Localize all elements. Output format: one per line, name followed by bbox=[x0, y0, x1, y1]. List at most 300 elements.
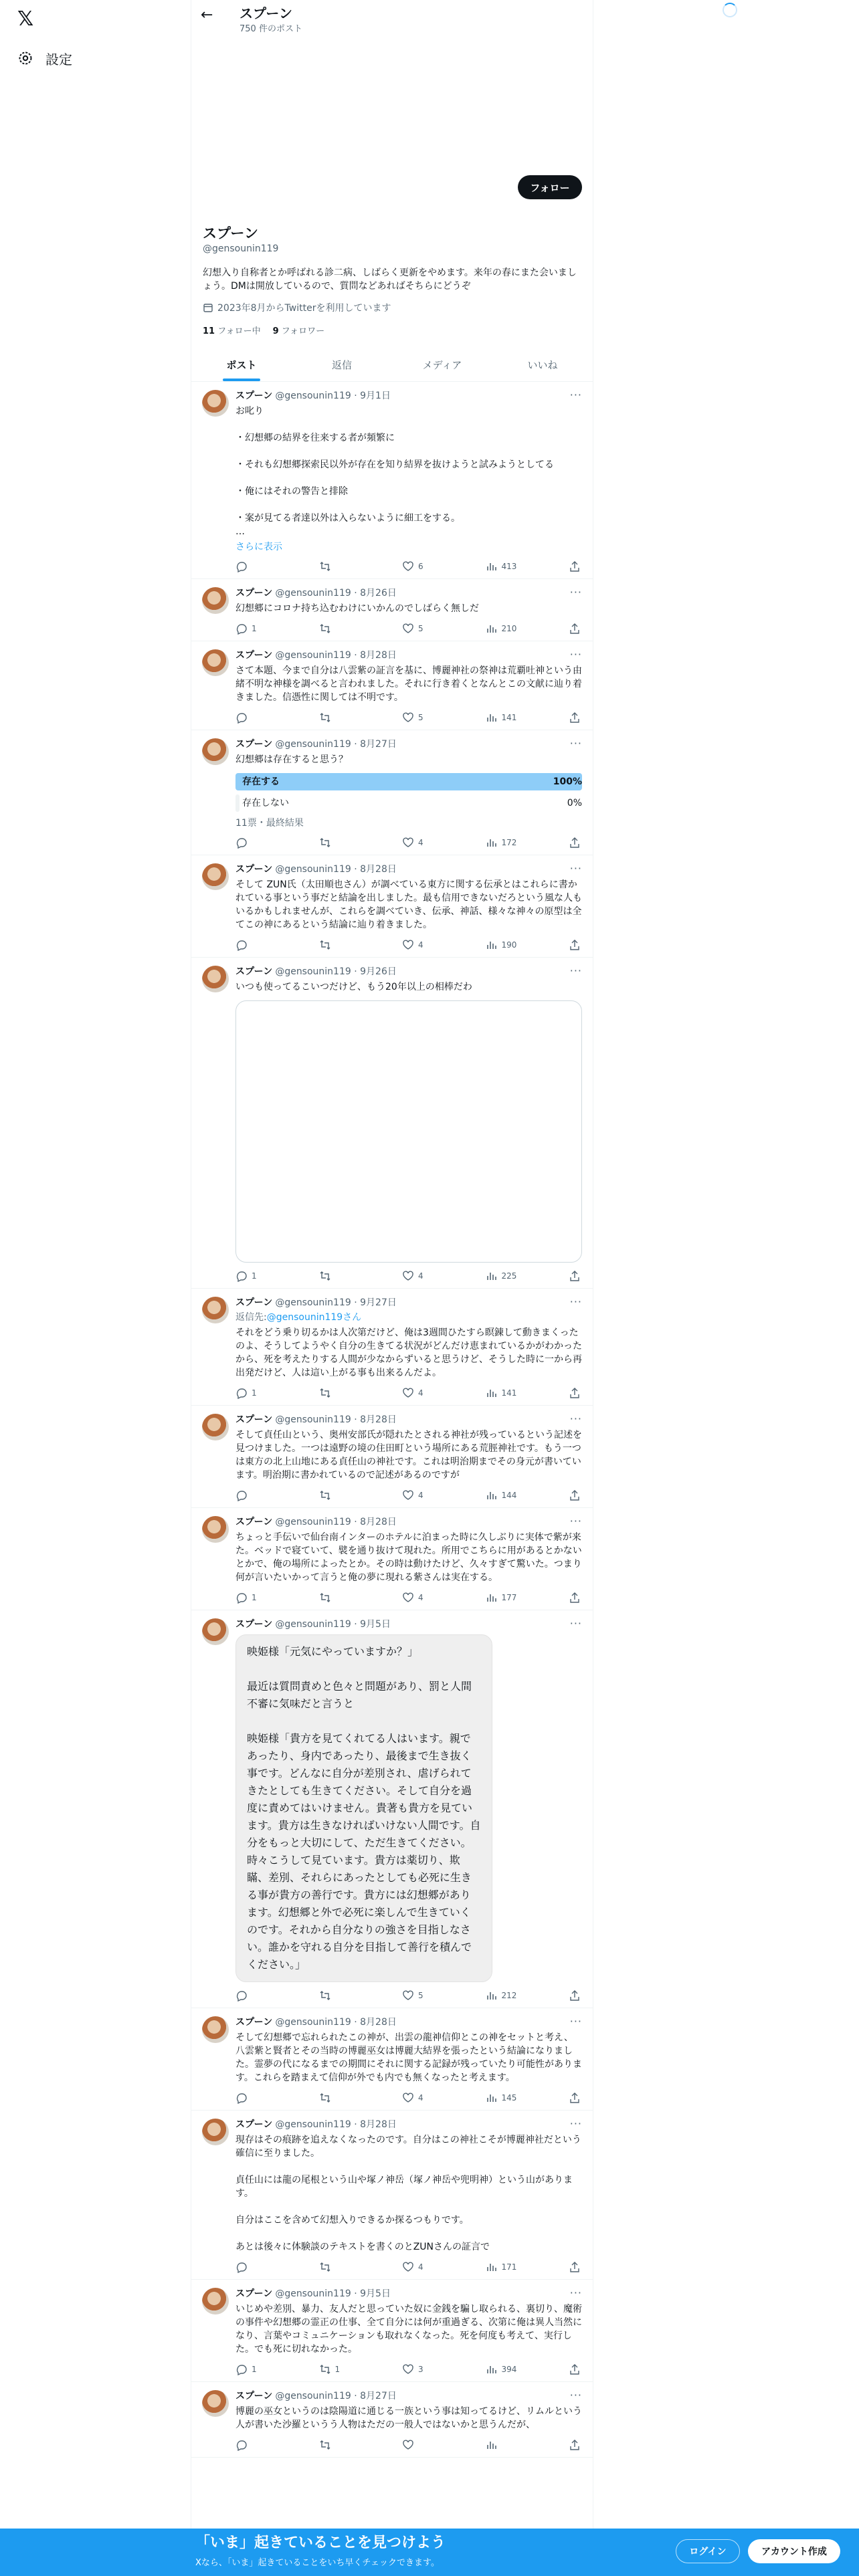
heart-icon bbox=[402, 2439, 414, 2451]
views-chart-icon bbox=[486, 2363, 498, 2375]
followers-label: フォロワー bbox=[281, 326, 325, 336]
author-name[interactable]: スプーン bbox=[235, 864, 273, 875]
author-handle[interactable]: @gensounin119 bbox=[275, 2288, 351, 2299]
back-arrow-icon[interactable]: ← bbox=[201, 7, 213, 23]
nav-settings[interactable] bbox=[17, 48, 72, 68]
like-count: 5 bbox=[418, 713, 423, 722]
tab-label: いいね bbox=[527, 359, 558, 371]
views-button[interactable] bbox=[486, 1489, 559, 1501]
share-icon bbox=[569, 712, 581, 724]
reply-icon bbox=[235, 2261, 248, 2273]
author-handle[interactable]: @gensounin119 bbox=[275, 1517, 351, 1527]
more-options-icon[interactable]: ··· bbox=[569, 2117, 582, 2130]
tweet[interactable] bbox=[191, 1289, 593, 1406]
reply-button[interactable] bbox=[235, 939, 309, 951]
meta-separator: · bbox=[351, 1297, 361, 1308]
text-image-card[interactable]: 映姫様「元気にやっていますか？」 最近は質問責めと色々と問題があり、罰と人間不審に気味だと言うと 映姫様「貴方を見てくれてる人はいます。親であったり、身内であったり、最後まで生き抜く事です。どんなに自分が差別され、虐げられてきたとしても生きてください。そして自分を過度に責めてはいけません。貴著も貴方を見ています。貴方は生きなければいけない人間です。自分をもっと大切にして、ただ生きてください。時々こうして見ています。貴方は薬切り、欺瞞、差別、それらにあったとしても必死に生きる事が貴方の善行です。貴方には幻想郷があります。幻想郷と外で必死に楽しんで生きていくのです。それから自分なりの強さを目指しなさい。誰かを守れる自分を目指して善行を積んでください。」 bbox=[235, 1634, 492, 1982]
login-button[interactable]: ログイン bbox=[676, 2539, 740, 2563]
repost-button[interactable] bbox=[319, 712, 393, 724]
tweet[interactable] bbox=[191, 958, 593, 1289]
author-name[interactable]: スプーン bbox=[235, 966, 273, 977]
like-button[interactable] bbox=[402, 2261, 476, 2273]
tweet-text: いじめや差別、暴力、友人だと思っていた奴に金銭を騙し取られる、裏切り、魔術の事件や幻想郷の霊正の仕事、全て自分には何が重過ぎる、次第に俺は異人当然になり、言葉やコミュニケーションも取れなくなった。死を何度も考えて、実行した。でも死に切れなかった。 bbox=[235, 2304, 582, 2355]
tweet[interactable] bbox=[191, 1610, 593, 2008]
views-count: 172 bbox=[501, 838, 517, 847]
reply-icon bbox=[235, 837, 248, 849]
share-icon bbox=[569, 1592, 581, 1604]
author-handle[interactable]: @gensounin119 bbox=[275, 650, 351, 661]
like-count: 6 bbox=[418, 562, 423, 571]
repost-icon bbox=[319, 2363, 331, 2375]
poll bbox=[235, 773, 582, 829]
tweet-meta bbox=[235, 649, 582, 661]
share-button[interactable] bbox=[569, 837, 582, 849]
tab-active-underline bbox=[223, 379, 260, 381]
tweet-date[interactable]: 8月26日 bbox=[360, 588, 397, 599]
reply-button[interactable] bbox=[235, 623, 309, 635]
heart-icon bbox=[402, 712, 414, 724]
share-button[interactable] bbox=[569, 712, 582, 724]
share-button[interactable] bbox=[569, 2092, 582, 2104]
tab-likes[interactable] bbox=[492, 349, 593, 381]
share-icon bbox=[569, 560, 581, 572]
like-button[interactable] bbox=[402, 1489, 476, 1501]
tab-media[interactable] bbox=[392, 349, 492, 381]
repost-button[interactable] bbox=[319, 2439, 393, 2451]
profile-column bbox=[191, 0, 593, 2576]
views-button[interactable] bbox=[486, 560, 559, 572]
share-button[interactable] bbox=[569, 939, 582, 951]
left-rail bbox=[0, 0, 191, 2576]
share-button[interactable] bbox=[569, 623, 582, 635]
poll-option bbox=[235, 773, 582, 790]
followers-count: 9 bbox=[272, 326, 279, 336]
author-handle[interactable]: @gensounin119 bbox=[275, 864, 351, 875]
views-button[interactable] bbox=[486, 2092, 559, 2104]
tweet-meta bbox=[235, 2390, 582, 2402]
like-count: 5 bbox=[418, 624, 423, 633]
author-name[interactable]: スプーン bbox=[235, 588, 273, 599]
views-chart-icon bbox=[486, 560, 498, 572]
share-button[interactable] bbox=[569, 1387, 582, 1399]
tweet-date[interactable]: 8月28日 bbox=[360, 1517, 397, 1527]
views-count: 212 bbox=[501, 1991, 517, 2000]
tweet-text: そして ZUN氏（太田順也さん）が調べている東方に関する伝承とはこれらに書かれている事という事だと結論を出しました。最も信用できないだろという風な人もいるかもしれませんが、これらを調べていき、伝承、神話、様々な神々の原型は全てこの神にあるという結論に辿り着きました。 bbox=[235, 879, 582, 930]
reply-button[interactable] bbox=[235, 2092, 309, 2104]
tweet-text: 幻想郷にコロナ持ち込むわけにいかんのでしばらく無しだ bbox=[235, 603, 479, 614]
more-options-icon[interactable]: ··· bbox=[569, 389, 582, 401]
tweet[interactable] bbox=[191, 730, 593, 855]
tweet-actions bbox=[235, 711, 582, 724]
like-button[interactable] bbox=[402, 939, 476, 951]
share-button[interactable] bbox=[569, 1990, 582, 2002]
views-count: 394 bbox=[501, 2365, 517, 2374]
heart-icon bbox=[402, 623, 414, 635]
avatar[interactable] bbox=[202, 1414, 229, 1440]
repost-button[interactable] bbox=[319, 2363, 393, 2375]
reply-button[interactable] bbox=[235, 1270, 309, 1282]
views-chart-icon bbox=[486, 623, 498, 635]
tweet-meta bbox=[235, 2119, 582, 2131]
author-handle[interactable]: @gensounin119 bbox=[275, 739, 351, 750]
profile-bio: 幻想入り自称者とか呼ばれる診二病、しばらく更新をやめます。来年の春にまた会いましょう。DMは開放しているので、質問などあればそちらにどうぞ bbox=[203, 267, 577, 292]
more-options-icon[interactable]: ··· bbox=[569, 1515, 582, 1527]
tweet-text: いつも使ってるこいつだけど、もう20年以上の相棒だわ bbox=[235, 982, 472, 992]
like-count: 4 bbox=[418, 940, 423, 950]
show-more-link[interactable]: さらに表示 bbox=[235, 542, 282, 552]
reply-count: 1 bbox=[252, 2365, 257, 2374]
tweet-text: そして貞任山という、奥州安部氏が隠れたとされる神社が残っているという記述を見つけました。一つは遠野の境の住田町という場所にある荒脛神社です。もう一つは東方の北上山地にある貞任山の神社です。これは明治期までその身元が書いています。明治期に書かれているので記述があるのですが bbox=[235, 1430, 582, 1481]
heart-icon bbox=[402, 939, 414, 951]
repost-icon bbox=[319, 1592, 331, 1604]
author-handle[interactable]: @gensounin119 bbox=[275, 2119, 351, 2130]
reply-count: 1 bbox=[252, 1388, 257, 1398]
tweet-actions bbox=[235, 1269, 582, 1283]
author-handle[interactable]: @gensounin119 bbox=[275, 2017, 351, 2028]
tweet-date[interactable]: 8月28日 bbox=[360, 650, 397, 661]
tweet-meta bbox=[235, 1516, 582, 1528]
media-image[interactable] bbox=[235, 1000, 582, 1263]
views-button[interactable] bbox=[486, 2363, 559, 2375]
reply-target-link[interactable]: @gensounin119さん bbox=[266, 1312, 362, 1323]
author-handle[interactable]: @gensounin119 bbox=[275, 391, 351, 401]
reply-button[interactable] bbox=[235, 2439, 309, 2451]
heart-icon bbox=[402, 560, 414, 572]
repost-icon bbox=[319, 1387, 331, 1399]
reply-icon bbox=[235, 939, 248, 951]
share-icon bbox=[569, 1489, 581, 1501]
views-chart-icon bbox=[486, 2261, 498, 2273]
author-name[interactable]: スプーン bbox=[235, 1414, 273, 1425]
tweet-meta bbox=[235, 390, 582, 402]
share-button[interactable] bbox=[569, 1592, 582, 1604]
header-name: スプーン bbox=[240, 5, 292, 21]
tweet-text: ちょっと手伝いで仙台南インターのホテルに泊まった時に久しぶりに実体で紫が来た。ベッドで寝ていて、襞を通り抜けて現れた。所用でこちらに用があるとかないとかで、俺の場所によったとか。その時は動けたけど、久々すぎて驚いた。つまり何が言いたいかって言うと俺の夢に現れる紫さんは実在する。 bbox=[235, 1532, 582, 1583]
tab-posts[interactable] bbox=[191, 349, 292, 381]
views-count: 141 bbox=[501, 1388, 517, 1398]
tweet-text: それをどう乗り切るかは人次第だけど、俺は3週間ひたすら瞑錬して動きまくったのよ、そうしてようやく自分の生きてる状況がどんだけ恵まれているかがわかったから、死を考えたりする人間が少なからずいると思うけど、そうした時に一から再出発だけど、人は這い上がる事も出来るんだよ。 bbox=[235, 1327, 582, 1378]
like-button[interactable] bbox=[402, 2439, 476, 2451]
repost-button[interactable] bbox=[319, 560, 393, 572]
signup-button[interactable]: アカウント作成 bbox=[748, 2539, 840, 2563]
like-button[interactable] bbox=[402, 2092, 476, 2104]
tab-label: メディア bbox=[422, 359, 462, 371]
author-name[interactable]: スプーン bbox=[235, 1517, 273, 1527]
more-options-icon[interactable]: ··· bbox=[569, 2286, 582, 2299]
meta-separator: · bbox=[351, 588, 361, 599]
repost-button[interactable] bbox=[319, 2092, 393, 2104]
author-name[interactable]: スプーン bbox=[235, 739, 273, 750]
views-button[interactable] bbox=[486, 623, 559, 635]
author-handle[interactable]: @gensounin119 bbox=[275, 1297, 351, 1308]
following-count: 11 bbox=[203, 326, 215, 336]
more-options-icon[interactable]: ··· bbox=[569, 964, 582, 977]
share-button[interactable] bbox=[569, 560, 582, 572]
more-options-icon[interactable]: ··· bbox=[569, 2389, 582, 2401]
author-name[interactable]: スプーン bbox=[235, 2119, 273, 2130]
share-icon bbox=[569, 939, 581, 951]
repost-button[interactable] bbox=[319, 1270, 393, 1282]
timeline bbox=[191, 382, 593, 2458]
poll-option bbox=[235, 794, 582, 812]
share-icon bbox=[569, 623, 581, 635]
like-button[interactable] bbox=[402, 1592, 476, 1604]
heart-icon bbox=[402, 2363, 414, 2375]
views-chart-icon bbox=[486, 2439, 498, 2451]
avatar[interactable] bbox=[202, 2016, 229, 2043]
repost-button[interactable] bbox=[319, 1990, 393, 2002]
tweet-actions bbox=[235, 622, 582, 635]
reply-button[interactable] bbox=[235, 2363, 309, 2375]
more-options-icon[interactable]: ··· bbox=[569, 2015, 582, 2028]
tweet[interactable] bbox=[191, 1508, 593, 1610]
avatar[interactable] bbox=[202, 1297, 229, 1323]
avatar[interactable] bbox=[202, 2288, 229, 2315]
reply-icon bbox=[235, 712, 248, 724]
views-button[interactable] bbox=[486, 712, 559, 724]
tweet[interactable] bbox=[191, 2280, 593, 2382]
heart-icon bbox=[402, 1270, 414, 1282]
avatar[interactable] bbox=[202, 2119, 229, 2145]
tweet-date[interactable]: 8月28日 bbox=[360, 2119, 397, 2130]
views-button[interactable] bbox=[486, 837, 559, 849]
following-link[interactable] bbox=[203, 324, 261, 336]
share-button[interactable] bbox=[569, 2439, 582, 2451]
views-count: 171 bbox=[501, 2262, 517, 2272]
tab-label: 返信 bbox=[331, 359, 352, 371]
tweet-meta bbox=[235, 1618, 582, 1630]
tweet-text: お叱り ・幻想郷の結界を往来する者が頻繁に ・それも幻想郷探索民以外が存在を知り結界を抜けようと試みようとしてる ・俺にはそれの警告と排除 ・案が見てる者達以外は入らないように細工をする。 … bbox=[235, 406, 554, 537]
repost-button[interactable] bbox=[319, 1489, 393, 1501]
author-handle[interactable]: @gensounin119 bbox=[275, 1414, 351, 1425]
avatar[interactable] bbox=[202, 1516, 229, 1543]
tweet-date[interactable]: 8月28日 bbox=[360, 864, 397, 875]
tweet[interactable] bbox=[191, 641, 593, 730]
author-handle[interactable]: @gensounin119 bbox=[275, 588, 351, 599]
tweet-date[interactable]: 9月5日 bbox=[360, 1619, 391, 1630]
avatar[interactable] bbox=[202, 2390, 229, 2417]
views-count: 225 bbox=[501, 1271, 517, 1281]
avatar[interactable] bbox=[202, 966, 229, 992]
reply-button[interactable] bbox=[235, 1489, 309, 1501]
header-post-count: 750 件のポスト bbox=[240, 24, 302, 34]
avatar[interactable] bbox=[202, 390, 229, 417]
heart-icon bbox=[402, 1990, 414, 2002]
share-icon bbox=[569, 2439, 581, 2451]
nav-settings-label: 設定 bbox=[45, 51, 72, 68]
tweet-date[interactable]: 8月28日 bbox=[360, 2017, 397, 2028]
reply-icon bbox=[235, 623, 248, 635]
like-button[interactable] bbox=[402, 2363, 476, 2375]
avatar[interactable] bbox=[202, 1618, 229, 1645]
tab-replies[interactable] bbox=[292, 349, 392, 381]
repost-button[interactable] bbox=[319, 837, 393, 849]
like-button[interactable] bbox=[402, 560, 476, 572]
loading-spinner-icon bbox=[723, 3, 737, 17]
views-chart-icon bbox=[486, 712, 498, 724]
views-button[interactable] bbox=[486, 2439, 559, 2451]
x-logo-icon[interactable]: 𝕏 bbox=[17, 7, 34, 31]
views-button[interactable] bbox=[486, 1270, 559, 1282]
more-options-icon[interactable]: ··· bbox=[569, 648, 582, 661]
repost-button[interactable] bbox=[319, 2261, 393, 2273]
tweet-meta bbox=[235, 2288, 582, 2300]
avatar[interactable] bbox=[202, 738, 229, 765]
tweet[interactable] bbox=[191, 2008, 593, 2111]
poll-option-percent: 0% bbox=[567, 798, 582, 809]
share-button[interactable] bbox=[569, 2363, 582, 2375]
author-handle[interactable]: @gensounin119 bbox=[275, 1619, 351, 1630]
repost-icon bbox=[319, 2261, 331, 2273]
author-name[interactable]: スプーン bbox=[235, 2391, 273, 2401]
tweet[interactable] bbox=[191, 579, 593, 641]
repost-button[interactable] bbox=[319, 1387, 393, 1399]
more-options-icon[interactable]: ··· bbox=[569, 1617, 582, 1630]
tweet-date[interactable]: 8月27日 bbox=[360, 739, 397, 750]
views-count: 177 bbox=[501, 1593, 517, 1602]
tweet-date[interactable]: 9月5日 bbox=[360, 2288, 391, 2299]
like-count: 4 bbox=[418, 1271, 423, 1281]
more-options-icon[interactable]: ··· bbox=[569, 1295, 582, 1308]
author-name[interactable]: スプーン bbox=[235, 2288, 273, 2299]
repost-button[interactable] bbox=[319, 939, 393, 951]
views-count: 144 bbox=[501, 1491, 517, 1500]
more-options-icon[interactable]: ··· bbox=[569, 862, 582, 875]
views-button[interactable] bbox=[486, 1387, 559, 1399]
tweet-actions bbox=[235, 836, 582, 849]
reply-button[interactable] bbox=[235, 1990, 309, 2002]
heart-icon bbox=[402, 2261, 414, 2273]
tweet-actions bbox=[235, 2438, 582, 2452]
repost-icon bbox=[319, 837, 331, 849]
author-name[interactable]: スプーン bbox=[235, 650, 273, 661]
author-name[interactable]: スプーン bbox=[235, 1297, 273, 1308]
repost-button[interactable] bbox=[319, 1592, 393, 1604]
avatar[interactable] bbox=[202, 587, 229, 614]
meta-separator: · bbox=[351, 1517, 361, 1527]
meta-separator: · bbox=[351, 1619, 361, 1630]
more-options-icon[interactable]: ··· bbox=[569, 586, 582, 599]
tweet-date[interactable]: 9月27日 bbox=[360, 1297, 397, 1308]
author-handle[interactable]: @gensounin119 bbox=[275, 2391, 351, 2401]
author-name[interactable]: スプーン bbox=[235, 1619, 273, 1630]
tweet-meta bbox=[235, 1414, 582, 1426]
meta-separator: · bbox=[351, 2288, 361, 2299]
share-icon bbox=[569, 1270, 581, 1282]
like-count: 4 bbox=[418, 1491, 423, 1500]
author-name[interactable]: スプーン bbox=[235, 391, 273, 401]
views-button[interactable] bbox=[486, 1592, 559, 1604]
reply-icon bbox=[235, 1990, 248, 2002]
tweet-actions bbox=[235, 1489, 582, 1502]
avatar[interactable] bbox=[202, 649, 229, 676]
poll-bar bbox=[235, 773, 582, 790]
tweet-text: 現存はその痕跡を追えなくなったのです。自分はこの神社こそが博麗神社だという確信に至りました。 貞任山には龍の尾根という山や塚ノ神岳（塚ノ神岳や兜明神）という山があります。 自分はここを含めて幻想入りできるか探るつもりです。 あとは後々に体験談のテキストを書くのとZUNさんの証言で bbox=[235, 2135, 581, 2252]
poll-bar bbox=[235, 794, 240, 812]
reply-prefix: 返信先: bbox=[235, 1312, 267, 1323]
author-handle[interactable]: @gensounin119 bbox=[275, 966, 351, 977]
views-chart-icon bbox=[486, 939, 498, 951]
author-name[interactable]: スプーン bbox=[235, 2017, 273, 2028]
profile-handle: @gensounin119 bbox=[203, 243, 279, 254]
repost-icon bbox=[319, 2439, 331, 2451]
reply-button[interactable] bbox=[235, 2261, 309, 2273]
reply-button[interactable] bbox=[235, 560, 309, 572]
like-count: 4 bbox=[418, 1388, 423, 1398]
like-count: 5 bbox=[418, 1991, 423, 2000]
tweet-actions bbox=[235, 1386, 582, 1400]
share-button[interactable] bbox=[569, 2261, 582, 2273]
views-chart-icon bbox=[486, 837, 498, 849]
meta-separator: · bbox=[351, 391, 361, 401]
like-button[interactable] bbox=[402, 1387, 476, 1399]
like-button[interactable] bbox=[402, 837, 476, 849]
share-icon bbox=[569, 2261, 581, 2273]
tweet-date[interactable]: 9月26日 bbox=[360, 966, 397, 977]
tweet-date[interactable]: 8月27日 bbox=[360, 2391, 397, 2401]
tweet[interactable] bbox=[191, 855, 593, 958]
views-button[interactable] bbox=[486, 939, 559, 951]
like-button[interactable] bbox=[402, 1990, 476, 2002]
repost-button[interactable] bbox=[319, 623, 393, 635]
repost-icon bbox=[319, 1990, 331, 2002]
tweet-date[interactable]: 8月28日 bbox=[360, 1414, 397, 1425]
reply-icon bbox=[235, 2363, 248, 2375]
reply-button[interactable] bbox=[235, 712, 309, 724]
poll-option-percent: 100% bbox=[553, 776, 582, 787]
tweet-text: そして幻想郷で忘れられたこの神が、出雲の龍神信仰とこの神をセットと考え、八雲紫と賢者とその当時の博麗巫女は博麗大結界を張ったという結論になりました。霊夢の代になるまでの期間にそれに関する記録が残っていたり可能性があります。これらを踏まえて信仰が外でも内でも無くなったと考えます。 bbox=[235, 2032, 582, 2083]
heart-icon bbox=[402, 1592, 414, 1604]
tweet[interactable] bbox=[191, 382, 593, 579]
reply-count: 1 bbox=[252, 624, 257, 633]
views-button[interactable] bbox=[486, 1990, 559, 2002]
reply-button[interactable] bbox=[235, 1592, 309, 1604]
tweet-meta bbox=[235, 2016, 582, 2028]
like-count: 3 bbox=[418, 2365, 423, 2374]
tweet-text: 博麗の巫女というのは陰陽道に通じる一族という事は知ってるけど、リムルという人が書いた沙羅というう人物はただの一般人ではないかと思うんだが、 bbox=[235, 2406, 582, 2430]
tweet-text: 幻想郷は存在すると思う？ bbox=[235, 754, 348, 765]
tweet-actions bbox=[235, 2363, 582, 2376]
reply-icon bbox=[235, 2092, 248, 2104]
more-options-icon[interactable]: ··· bbox=[569, 1412, 582, 1425]
follow-button[interactable]: フォロー bbox=[518, 175, 582, 199]
tweet[interactable] bbox=[191, 1406, 593, 1508]
meta-separator: · bbox=[351, 2119, 361, 2130]
repost-icon bbox=[319, 939, 331, 951]
followers-link[interactable] bbox=[273, 324, 325, 336]
reply-button[interactable] bbox=[235, 1387, 309, 1399]
tweet[interactable] bbox=[191, 2382, 593, 2458]
reply-button[interactable] bbox=[235, 837, 309, 849]
banner-subtitle: Xなら、「いま」起きていることをいち早くチェックできます。 bbox=[195, 2558, 440, 2568]
like-button[interactable] bbox=[402, 712, 476, 724]
views-button[interactable] bbox=[486, 2261, 559, 2273]
more-options-icon[interactable]: ··· bbox=[569, 737, 582, 750]
like-button[interactable] bbox=[402, 1270, 476, 1282]
tweet-date[interactable]: 9月1日 bbox=[360, 391, 391, 401]
share-button[interactable] bbox=[569, 1270, 582, 1282]
reply-icon bbox=[235, 1592, 248, 1604]
tweet[interactable] bbox=[191, 2111, 593, 2280]
poll-summary: 11票・最終結果 bbox=[235, 818, 304, 829]
share-icon bbox=[569, 1990, 581, 2002]
repost-icon bbox=[319, 1270, 331, 1282]
heart-icon bbox=[402, 1387, 414, 1399]
share-button[interactable] bbox=[569, 1489, 582, 1501]
like-button[interactable] bbox=[402, 623, 476, 635]
views-chart-icon bbox=[486, 1489, 498, 1501]
avatar[interactable] bbox=[202, 863, 229, 890]
